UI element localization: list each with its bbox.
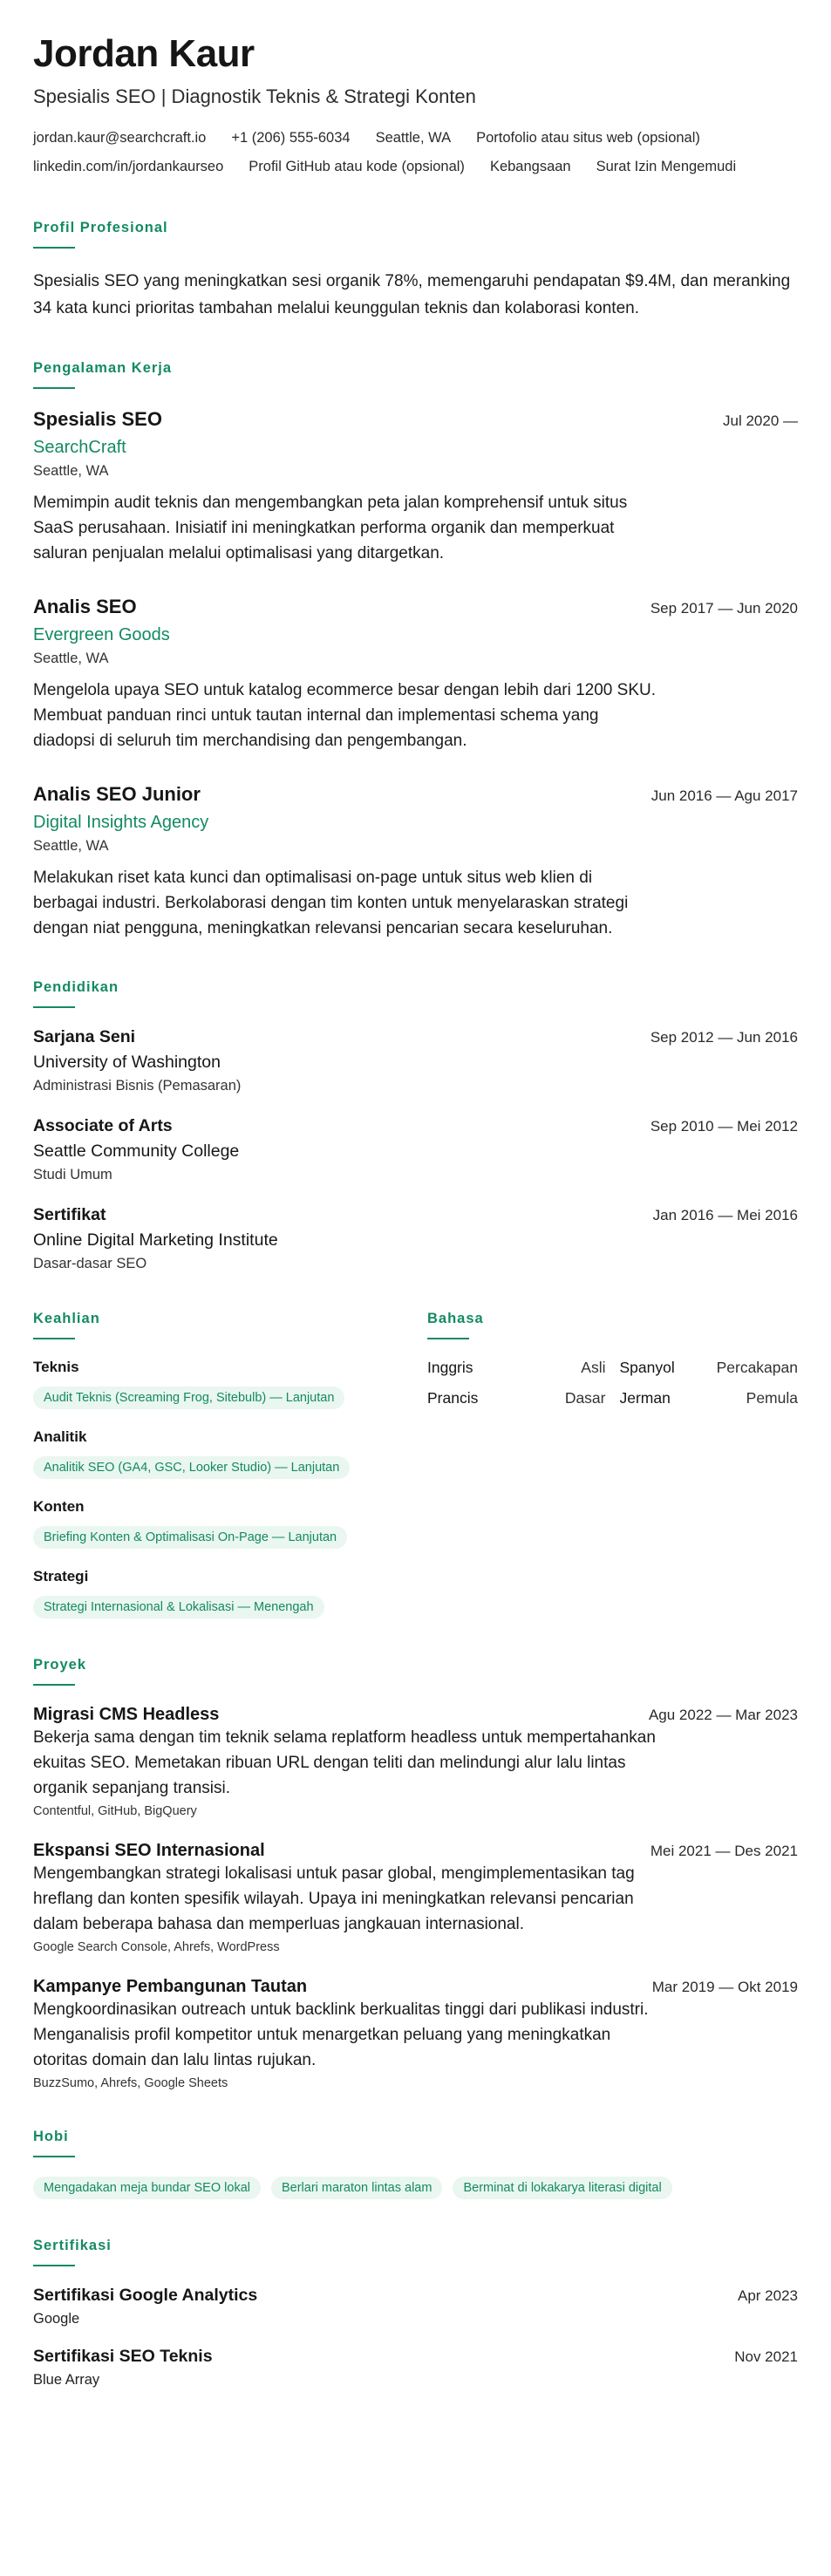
contact-nationality: Kebangsaan: [489, 159, 571, 175]
education-section: [33, 979, 798, 1272]
project-tech: Google Search Console, Ahrefs, WordPress: [33, 1940, 280, 1955]
certification-entry: [33, 2286, 798, 2327]
project-entry: [33, 1705, 798, 1818]
contact-email[interactable]: jordan.kaur@searchcraft.io: [33, 130, 207, 147]
candidate-headline: Spesialis SEO | Diagnostik Teknis & Strategi Konten: [33, 85, 476, 108]
education-field: Dasar-dasar SEO: [33, 1256, 147, 1272]
skill-group: [33, 1498, 427, 1549]
certification-date: Apr 2023: [738, 2287, 798, 2305]
projects-section: [33, 1657, 798, 2090]
section-divider: [33, 247, 75, 249]
language-name: Jerman: [619, 1389, 671, 1407]
section-title: Hobi: [33, 2129, 69, 2145]
section-title: Keahlian: [33, 1311, 100, 1327]
project-title: Kampanye Pembangunan Tautan: [33, 1977, 308, 1997]
section-divider: [427, 1338, 469, 1339]
contact-portfolio[interactable]: Portofolio atau situs web (opsional): [476, 130, 700, 147]
education-entry: [33, 1205, 798, 1272]
job-description: Melakukan riset kata kunci dan optimalisasi on-page untuk situs web klien di berbagai industri. Berkolaborasi dengan tim konten untuk menyelaraskan strategi dengan niat pengguna, meningkatkan relevansi pencarian secara keseluruhan.: [33, 869, 629, 938]
contact-driving-license: Surat Izin Mengemudi: [596, 159, 737, 175]
hobbies-section: [33, 2129, 798, 2199]
section-title: Pengalaman Kerja: [33, 360, 173, 377]
section-divider: [33, 2265, 75, 2266]
language-level: Pemula: [746, 1389, 798, 1407]
certification-issuer: Blue Array: [33, 2372, 100, 2389]
job-dates: Sep 2017 — Jun 2020: [650, 600, 798, 617]
skill-group: [33, 1359, 427, 1409]
job-title: Analis SEO Junior: [33, 783, 201, 806]
language-item: [427, 1389, 606, 1407]
job-title: Analis SEO: [33, 596, 137, 618]
education-school: Online Digital Marketing Institute: [33, 1230, 278, 1251]
section-divider: [33, 387, 75, 389]
language-item: [620, 1389, 799, 1407]
education-school: University of Washington: [33, 1053, 221, 1073]
hobby-tag: Berminat di lokakarya literasi digital: [453, 2177, 671, 2199]
education-dates: Sep 2012 — Jun 2016: [650, 1029, 798, 1046]
skill-tag: Audit Teknis (Screaming Frog, Sitebulb) — Lanjutan: [33, 1387, 344, 1409]
certification-date: Nov 2021: [734, 2348, 798, 2366]
certifications-section: [33, 2238, 798, 2389]
project-description: Mengkoordinasikan outreach untuk backlink berkualitas tinggi dari publikasi industri. Menganalisis profil kompetitor untuk menargetkan peluang yang meningkatkan otoritas domain dan lalu lintas rujukan.: [33, 2000, 649, 2070]
hobby-list: [33, 2177, 798, 2199]
section-title: Proyek: [33, 1657, 87, 1673]
hobby-tag: Berlari maraton lintas alam: [271, 2177, 442, 2199]
job-entry: [33, 408, 798, 566]
job-entry: [33, 783, 798, 941]
project-title: Migrasi CMS Headless: [33, 1705, 220, 1725]
section-title: Sertifikasi: [33, 2238, 112, 2254]
education-degree: Associate of Arts: [33, 1116, 173, 1136]
resume-header: [33, 33, 798, 181]
hobby-tag: Mengadakan meja bundar SEO lokal: [33, 2177, 261, 2199]
project-dates: Agu 2022 — Mar 2023: [648, 1707, 798, 1724]
section-title: Pendidikan: [33, 979, 119, 996]
job-description: Mengelola upaya SEO untuk katalog ecommerce besar dengan lebih dari 1200 SKU. Membuat panduan rinci untuk tautan internal dan implementasi schema yang diadopsi di seluruh tim merchandising dan pengembangan.: [33, 681, 656, 751]
project-dates: Mar 2019 — Okt 2019: [651, 1979, 798, 1996]
skill-group: [33, 1568, 427, 1619]
skill-tag: Briefing Konten & Optimalisasi On-Page — Lanjutan: [33, 1526, 347, 1549]
skill-category: Analitik: [33, 1428, 87, 1446]
education-degree: Sarjana Seni: [33, 1027, 136, 1047]
skill-category: Konten: [33, 1498, 85, 1516]
contact-phone[interactable]: +1 (206) 555-6034: [231, 130, 351, 147]
education-school: Seattle Community College: [33, 1141, 240, 1162]
job-title: Spesialis SEO: [33, 408, 162, 431]
language-name: Prancis: [427, 1389, 479, 1407]
education-dates: Sep 2010 — Mei 2012: [650, 1118, 798, 1135]
certification-issuer: Google: [33, 2311, 80, 2327]
skill-category: Strategi: [33, 1568, 89, 1585]
language-list: [427, 1359, 798, 1407]
skill-tag: Strategi Internasional & Lokalisasi — Menengah: [33, 1596, 324, 1619]
language-item: [427, 1359, 606, 1377]
candidate-name: Jordan Kaur: [33, 32, 255, 75]
job-dates: Jul 2020 —: [723, 412, 798, 430]
skill-tag: Analitik SEO (GA4, GSC, Looker Studio) — Lanjutan: [33, 1456, 350, 1479]
language-name: Spanyol: [619, 1359, 675, 1377]
section-divider: [33, 1006, 75, 1008]
project-description: Bekerja sama dengan tim teknik selama replatform headless untuk mempertahankan ekuitas SEO. Memetakan ribuan URL dengan teliti dan melindungi alur lalu lintas organik sepanjang transisi.: [33, 1728, 656, 1798]
certification-name: Sertifikasi Google Analytics: [33, 2286, 258, 2306]
skills-column: [33, 1311, 427, 1619]
education-dates: Jan 2016 — Mei 2016: [652, 1207, 798, 1224]
project-entry: [33, 1841, 798, 1954]
section-divider: [33, 1684, 75, 1686]
job-company: Evergreen Goods: [33, 625, 170, 645]
education-field: Studi Umum: [33, 1167, 112, 1183]
section-title: Bahasa: [427, 1311, 484, 1327]
job-company: Digital Insights Agency: [33, 813, 209, 833]
summary-section: [33, 220, 798, 322]
certification-entry: [33, 2347, 798, 2389]
language-level: Percakapan: [716, 1359, 798, 1377]
language-item: [620, 1359, 799, 1377]
contact-github[interactable]: Profil GitHub atau kode (opsional): [249, 159, 465, 175]
contact-linkedin[interactable]: linkedin.com/in/jordankaurseo: [33, 159, 224, 175]
job-location: Seattle, WA: [33, 838, 109, 855]
education-field: Administrasi Bisnis (Pemasaran): [33, 1078, 242, 1094]
skills-languages-section: [33, 1311, 798, 1619]
job-location: Seattle, WA: [33, 463, 109, 480]
contact-list: [33, 124, 783, 181]
education-entry: [33, 1027, 798, 1094]
project-tech: Contentful, GitHub, BigQuery: [33, 1804, 197, 1819]
language-name: Inggris: [427, 1359, 473, 1377]
project-title: Ekspansi SEO Internasional: [33, 1841, 265, 1861]
education-degree: Sertifikat: [33, 1205, 106, 1225]
project-dates: Mei 2021 — Des 2021: [650, 1843, 798, 1860]
section-divider: [33, 1338, 75, 1339]
project-tech: BuzzSumo, Ahrefs, Google Sheets: [33, 2076, 228, 2091]
education-entry: [33, 1116, 798, 1183]
language-level: Dasar: [564, 1389, 606, 1407]
job-company: SearchCraft: [33, 438, 126, 458]
project-description: Mengembangkan strategi lokalisasi untuk pasar global, mengimplementasikan tag hreflang dan konten spesifik wilayah. Upaya ini meningkatkan relevansi pencarian dalam beberapa bahasa dan memperluas jangkauan internasional.: [33, 1864, 635, 1934]
skill-category: Teknis: [33, 1359, 79, 1376]
job-entry: [33, 596, 798, 753]
experience-section: [33, 360, 798, 941]
contact-location: Seattle, WA: [375, 130, 452, 147]
skill-group: [33, 1428, 427, 1479]
job-location: Seattle, WA: [33, 651, 109, 667]
languages-column: [427, 1311, 798, 1619]
job-description: Memimpin audit teknis dan mengembangkan peta jalan komprehensif untuk situs SaaS perusahaan. Inisiatif ini meningkatkan performa organik dan memperkuat saluran penjualan melalui optimalisasi yang ditargetkan.: [33, 494, 628, 563]
summary-text: Spesialis SEO yang meningkatkan sesi organik 78%, memengaruhi pendapatan $9.4M, dan meranking 34 kata kunci prioritas tambahan melalui keunggulan teknis dan kolaborasi konten.: [33, 272, 791, 318]
project-entry: [33, 1977, 798, 2090]
section-divider: [33, 2156, 75, 2157]
language-level: Asli: [581, 1359, 606, 1377]
job-dates: Jun 2016 — Agu 2017: [650, 787, 798, 805]
section-title: Profil Profesional: [33, 220, 168, 236]
certification-name: Sertifikasi SEO Teknis: [33, 2347, 213, 2367]
